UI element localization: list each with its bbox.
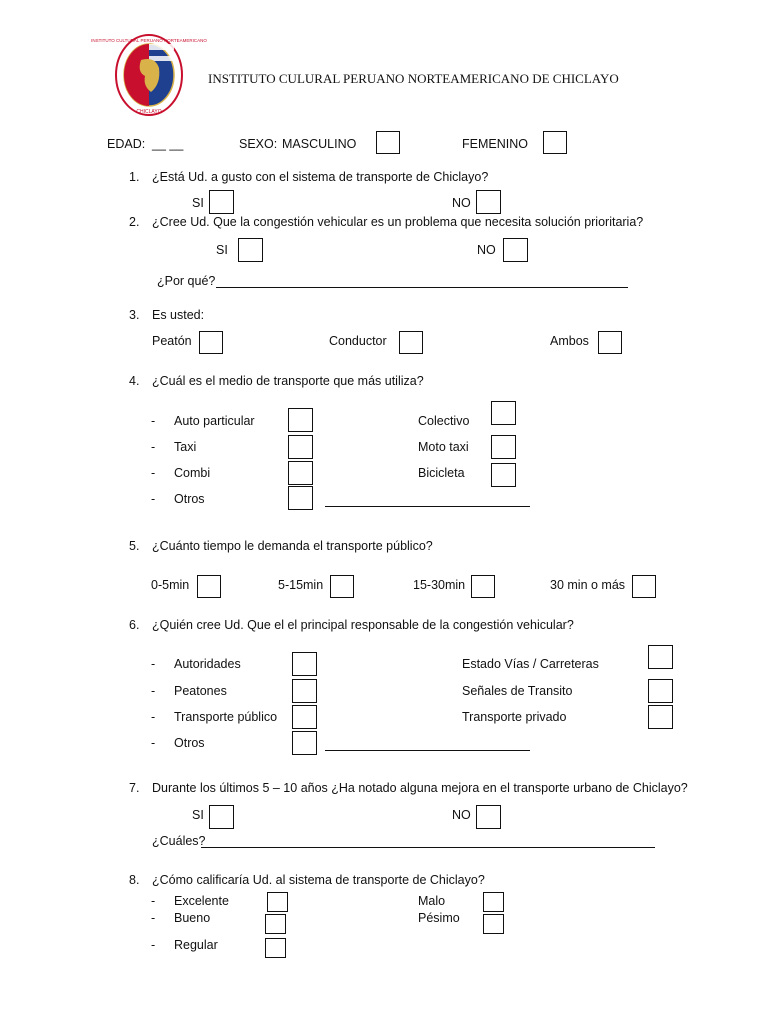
q7-no-label: NO [452, 808, 471, 822]
q1-yes-label: SI [192, 196, 204, 210]
q4-car-checkbox[interactable] [288, 408, 313, 432]
q6-option-private-transport: Transporte privado [462, 710, 567, 724]
logo-city-text: CHICLAYO [136, 109, 162, 115]
q8-option-good: Bueno [174, 911, 211, 925]
q3-pedestrian-checkbox[interactable] [199, 331, 223, 354]
q4-other-checkbox[interactable] [288, 486, 313, 510]
q8-number: 8. [129, 873, 140, 887]
q8-regular-checkbox[interactable] [265, 938, 286, 958]
q4-text: ¿Cuál es el medio de transporte que más utiliza? [152, 374, 424, 388]
q5-5-15-checkbox[interactable] [330, 575, 354, 598]
bullet: - [151, 911, 156, 925]
institute-logo [91, 34, 207, 116]
q3-text: Es usted: [152, 308, 205, 322]
q4-taxi-checkbox[interactable] [288, 435, 313, 459]
q5-15-30-checkbox[interactable] [471, 575, 495, 598]
q8-excellent-checkbox[interactable] [267, 892, 288, 912]
q1-no-checkbox[interactable] [476, 190, 501, 214]
q4-option-combi: Combi [174, 466, 211, 480]
male-label: MASCULINO [282, 137, 357, 151]
q6-authorities-checkbox[interactable] [292, 652, 317, 676]
q6-text: ¿Quién cree Ud. Que el el principal responsable de la congestión vehicular? [152, 618, 574, 632]
bullet: - [151, 466, 156, 480]
age-label: EDAD: [107, 137, 146, 151]
q3-driver-checkbox[interactable] [399, 331, 423, 354]
q6-option-authorities: Autoridades [174, 657, 241, 671]
sex-label: SEXO: [239, 137, 278, 151]
q2-no-checkbox[interactable] [503, 238, 528, 262]
bullet: - [151, 736, 156, 750]
q4-colectivo-checkbox[interactable] [491, 401, 516, 425]
q4-combi-checkbox[interactable] [288, 461, 313, 485]
q6-other-checkbox[interactable] [292, 731, 317, 755]
q2-text: ¿Cree Ud. Que la congestión vehicular es un problema que necesita solución prioritaria? [152, 215, 644, 229]
bullet: - [151, 440, 156, 454]
bullet: - [151, 894, 156, 908]
q1-number: 1. [129, 170, 140, 184]
q7-text: Durante los últimos 5 – 10 años ¿Ha notado alguna mejora en el transporte urbano de Chiclayo? [152, 781, 688, 795]
q3-option-both: Ambos [550, 334, 589, 348]
q8-text: ¿Cómo calificaría Ud. al sistema de transporte de Chiclayo? [152, 873, 485, 887]
bullet: - [151, 414, 156, 428]
q4-option-taxi: Taxi [174, 440, 197, 454]
q7-number: 7. [129, 781, 140, 795]
q2-yes-label: SI [216, 243, 228, 257]
q2-no-label: NO [477, 243, 496, 257]
q1-text: ¿Está Ud. a gusto con el sistema de transporte de Chiclayo? [152, 170, 489, 184]
q3-number: 3. [129, 308, 140, 322]
q6-option-other: Otros [174, 736, 205, 750]
bullet: - [151, 710, 156, 724]
q6-pedestrians-checkbox[interactable] [292, 679, 317, 703]
q2-yes-checkbox[interactable] [238, 238, 263, 262]
q4-option-car: Auto particular [174, 414, 255, 428]
logo-ring-text: INSTITUTO CULTURAL PERUANO NORTEAMERICANO [91, 38, 207, 43]
q8-option-excellent: Excelente [174, 894, 229, 908]
q5-text: ¿Cuánto tiempo le demanda el transporte público? [152, 539, 433, 553]
bullet: - [151, 492, 156, 506]
q5-option-30plus: 30 min o más [550, 578, 626, 592]
q1-no-label: NO [452, 196, 471, 210]
q3-both-checkbox[interactable] [598, 331, 622, 354]
q4-option-bicycle: Bicicleta [418, 466, 465, 480]
age-blank[interactable]: __ __ [152, 137, 184, 151]
q6-other-line[interactable] [325, 750, 530, 751]
bullet: - [151, 684, 156, 698]
q8-option-regular: Regular [174, 938, 218, 952]
bullet: - [151, 657, 156, 671]
q1-yes-checkbox[interactable] [209, 190, 234, 214]
q8-option-terrible: Pésimo [418, 911, 460, 925]
q8-option-bad: Malo [418, 894, 446, 908]
q3-option-driver: Conductor [329, 334, 387, 348]
q4-other-line[interactable] [325, 506, 530, 507]
q7-which-line[interactable] [201, 847, 655, 848]
q8-terrible-checkbox[interactable] [483, 914, 504, 934]
q5-option-5-15: 5-15min [278, 578, 324, 592]
q7-which-label: ¿Cuáles? [152, 834, 206, 848]
q4-option-other: Otros [174, 492, 205, 506]
q4-bicycle-checkbox[interactable] [491, 463, 516, 487]
q2-why-line[interactable] [216, 287, 628, 288]
q7-no-checkbox[interactable] [476, 805, 501, 829]
q5-number: 5. [129, 539, 140, 553]
q6-signals-checkbox[interactable] [648, 679, 673, 703]
q6-option-signals: Señales de Transito [462, 684, 573, 698]
q6-private-transport-checkbox[interactable] [648, 705, 673, 729]
q6-number: 6. [129, 618, 140, 632]
bullet: - [151, 938, 156, 952]
q3-option-pedestrian: Peatón [152, 334, 192, 348]
q7-yes-label: SI [192, 808, 204, 822]
q2-why-label: ¿Por qué? [157, 274, 216, 288]
q6-option-public-transport: Transporte público [174, 710, 278, 724]
q2-number: 2. [129, 215, 140, 229]
q8-good-checkbox[interactable] [265, 914, 286, 934]
q4-number: 4. [129, 374, 140, 388]
male-checkbox[interactable] [376, 131, 400, 154]
q5-option-0-5: 0-5min [151, 578, 190, 592]
q4-mototaxi-checkbox[interactable] [491, 435, 516, 459]
q8-bad-checkbox[interactable] [483, 892, 504, 912]
q5-option-15-30: 15-30min [413, 578, 466, 592]
q6-option-pedestrians: Peatones [174, 684, 227, 698]
female-label: FEMENINO [462, 137, 528, 151]
female-checkbox[interactable] [543, 131, 567, 154]
q5-30plus-checkbox[interactable] [632, 575, 656, 598]
q6-roads-checkbox[interactable] [648, 645, 673, 669]
q5-0-5-checkbox[interactable] [197, 575, 221, 598]
q4-option-colectivo: Colectivo [418, 414, 470, 428]
q6-option-roads: Estado Vías / Carreteras [462, 657, 599, 671]
q7-yes-checkbox[interactable] [209, 805, 234, 829]
q4-option-mototaxi: Moto taxi [418, 440, 469, 454]
institute-title: INSTITUTO CULURAL PERUANO NORTEAMERICANO DE CHICLAYO [208, 71, 619, 86]
q6-public-transport-checkbox[interactable] [292, 705, 317, 729]
